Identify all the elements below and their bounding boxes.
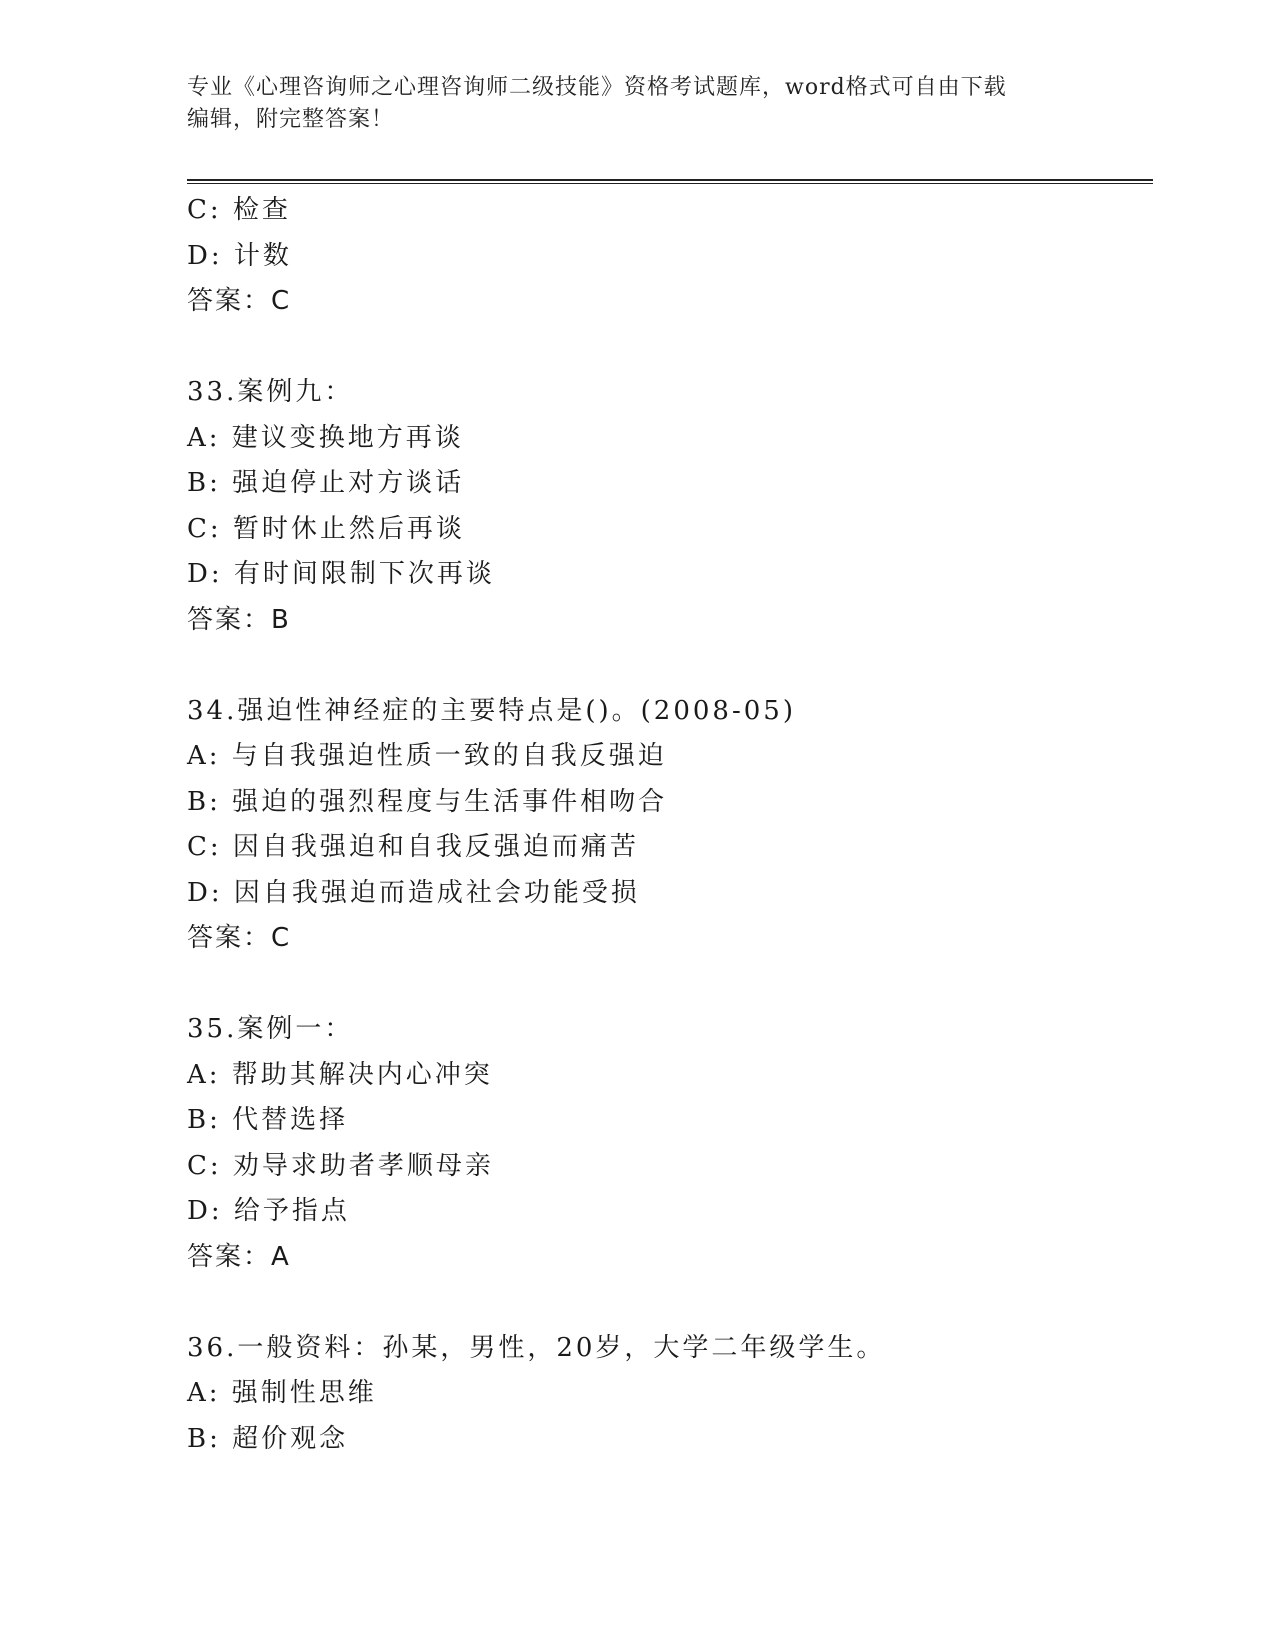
question-stem: 33.案例九： bbox=[187, 377, 354, 407]
option-b: B: 代替选择 bbox=[187, 1105, 349, 1135]
option-d: D: 给予指点 bbox=[187, 1196, 350, 1226]
option-d: D: 有时间限制下次再谈 bbox=[187, 559, 495, 589]
question-stem: 36.一般资料：孙某，男性，20岁，大学二年级学生。 bbox=[187, 1332, 886, 1363]
header-divider-thin bbox=[187, 183, 1153, 184]
answer-line: 答案：C bbox=[187, 923, 292, 953]
answer-line: 答案：A bbox=[187, 1241, 291, 1272]
spacer bbox=[187, 325, 1137, 371]
spacer bbox=[187, 962, 1137, 1008]
answer-line: 答案：C bbox=[187, 286, 292, 316]
option-b: B: 强迫的强烈程度与生活事件相吻合 bbox=[187, 786, 668, 817]
option-c: C: 暂时休止然后再谈 bbox=[187, 513, 465, 544]
option-b: B: 超价观念 bbox=[187, 1423, 349, 1454]
question-carryover bbox=[187, 188, 1137, 325]
option-c: C: 劝导求助者孝顺母亲 bbox=[187, 1150, 494, 1181]
question-stem: 34.强迫性神经症的主要特点是()。(2008-05) bbox=[187, 695, 796, 726]
option-d: D: 计数 bbox=[187, 240, 292, 271]
option-a: A: 建议变换地方再谈 bbox=[187, 422, 464, 453]
question-36 bbox=[187, 1326, 1137, 1463]
option-c: C: 检查 bbox=[187, 195, 291, 225]
answer-line: 答案：B bbox=[187, 604, 291, 635]
option-a: A: 与自我强迫性质一致的自我反强迫 bbox=[187, 741, 667, 771]
question-stem: 35.案例一： bbox=[187, 1014, 354, 1044]
option-a: A: 强制性思维 bbox=[187, 1378, 377, 1408]
option-c: C: 因自我强迫和自我反强迫而痛苦 bbox=[187, 832, 639, 862]
header-line-1: 专业《心理咨询师之心理咨询师二级技能》资格考试题库，word格式可自由下载 bbox=[187, 75, 1007, 100]
spacer bbox=[187, 643, 1137, 689]
option-a: A: 帮助其解决内心冲突 bbox=[187, 1059, 493, 1090]
question-33 bbox=[187, 370, 1137, 643]
option-b: B: 强迫停止对方谈话 bbox=[187, 468, 465, 498]
question-35 bbox=[187, 1007, 1137, 1280]
question-34 bbox=[187, 689, 1137, 962]
option-d: D: 因自我强迫而造成社会功能受损 bbox=[187, 877, 640, 908]
spacer bbox=[187, 1280, 1137, 1326]
document-header bbox=[187, 72, 1087, 136]
question-list bbox=[187, 188, 1137, 1462]
header-divider-thick bbox=[187, 179, 1153, 181]
header-line-2: 编辑，附完整答案！ bbox=[187, 107, 395, 132]
